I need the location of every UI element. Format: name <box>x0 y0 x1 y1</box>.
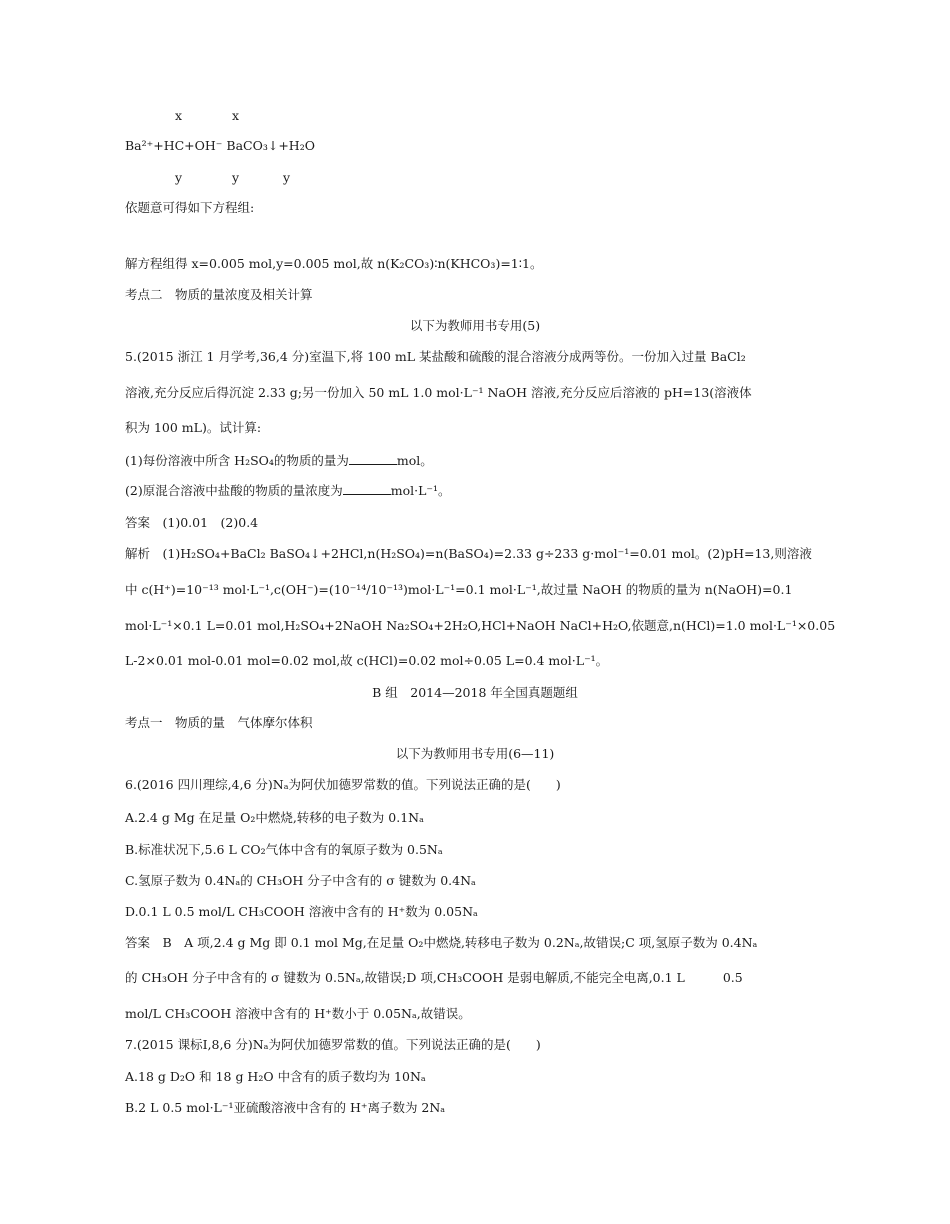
section-heading-2: 考点二 物质的量浓度及相关计算 <box>125 287 313 302</box>
part-1-unit: mol。 <box>396 453 433 468</box>
part-2-text: (2)原混合溶液中盐酸的物质的量浓度为 <box>125 483 343 498</box>
var-x-2: x <box>232 108 240 123</box>
section-heading-1: 考点一 物质的量 气体摩尔体积 <box>125 715 313 730</box>
question-7-stem: 7.(2015 课标Ⅰ,8,6 分)Nₐ为阿伏加德罗常数的值。下列说法正确的是( ) <box>125 1037 541 1052</box>
answer-blank-2 <box>343 483 391 495</box>
answer-blank-1 <box>349 453 397 465</box>
analysis-5-line-2: 中 c(H⁺)=10⁻¹³ mol·L⁻¹,c(OH⁻)=(10⁻¹⁴/10⁻¹³)mol·L⁻¹=0.1 mol·L⁻¹,故过量 NaOH 的物质的量为 n(NaOH)=0.1 <box>125 582 793 597</box>
question-5-part-1 <box>125 453 825 469</box>
answer-6-line-3: mol/L CH₃COOH 溶液中含有的 H⁺数小于 0.05Nₐ,故错误。 <box>125 1006 471 1021</box>
var-y-1: y <box>175 170 183 185</box>
answer-5: 答案 (1)0.01 (2)0.4 <box>125 515 259 530</box>
question-6-option-a: A.2.4 g Mg 在足量 O₂中燃烧,转移的电子数为 0.1Nₐ <box>125 810 424 825</box>
teacher-note-6-11: 以下为教师用书专用(6—11) <box>395 746 555 761</box>
part-2-unit: mol·L⁻¹。 <box>390 483 451 498</box>
question-5-part-2 <box>125 483 825 499</box>
analysis-5-line-3: mol·L⁻¹×0.1 L=0.01 mol,H₂SO₄+2NaOH Na₂SO₄+2H₂O,HCl+NaOH NaCl+H₂O,依题意,n(HCl)=1.0 mol·L⁻¹×0.05 <box>125 618 836 633</box>
var-x-1: x <box>175 108 183 123</box>
question-5-line-3: 积为 100 mL)。试计算: <box>125 420 262 435</box>
answer-6-line-1: 答案 B A 项,2.4 g Mg 即 0.1 mol Mg,在足量 O₂中燃烧,转移电子数为 0.2Nₐ,故错误;C 项,氢原子数为 0.4Nₐ <box>125 935 758 950</box>
var-y-3: y <box>283 170 291 185</box>
analysis-5-line-4: L-2×0.01 mol-0.01 mol=0.02 mol,故 c(HCl)=0.02 mol÷0.05 L=0.4 mol·L⁻¹。 <box>125 653 609 668</box>
part-1-text: (1)每份溶液中所含 H₂SO₄的物质的量为 <box>125 453 349 468</box>
analysis-5-line-1: 解析 (1)H₂SO₄+BaCl₂ BaSO₄↓+2HCl,n(H₂SO₄)=n(BaSO₄)=2.33 g÷233 g·mol⁻¹=0.01 mol。(2)pH=13,则溶液 <box>125 546 812 561</box>
answer-6-line-2-text: 的 CH₃OH 分子中含有的 σ 键数为 0.5Nₐ,故错误;D 项,CH₃COOH 是弱电解质,不能完全电离,0.1 L <box>125 970 685 985</box>
question-7-option-b: B.2 L 0.5 mol·L⁻¹亚硫酸溶液中含有的 H⁺离子数为 2Nₐ <box>125 1100 446 1115</box>
question-7-option-a: A.18 g D₂O 和 18 g H₂O 中含有的质子数均为 10Nₐ <box>125 1069 426 1084</box>
question-6-option-d: D.0.1 L 0.5 mol/L CH₃COOH 溶液中含有的 H⁺数为 0.05Nₐ <box>125 904 478 919</box>
equation-system-intro: 依题意可得如下方程组: <box>125 200 255 215</box>
question-5-line-1: 5.(2015 浙江 1 月学考,36,4 分)室温下,将 100 mL 某盐酸和硫酸的混合溶液分成两等份。一份加入过量 BaCl₂ <box>125 349 746 364</box>
question-5-line-2: 溶液,充分反应后得沉淀 2.33 g;另一份加入 50 mL 1.0 mol·L⁻¹ NaOH 溶液,充分反应后溶液的 pH=13(溶液体 <box>125 385 752 400</box>
group-b-heading: B 组 2014—2018 年全国真题题组 <box>372 685 578 700</box>
question-6-option-c: C.氢原子数为 0.4Nₐ的 CH₃OH 分子中含有的 σ 键数为 0.4Nₐ <box>125 873 476 888</box>
question-6-stem: 6.(2016 四川理综,4,6 分)Nₐ为阿伏加德罗常数的值。下列说法正确的是( ) <box>125 777 561 792</box>
teacher-note-5: 以下为教师用书专用(5) <box>409 318 541 333</box>
answer-6-line-2-value: 0.5 <box>722 970 743 985</box>
answer-6-line-2 <box>125 970 825 986</box>
solution-result: 解方程组得 x=0.005 mol,y=0.005 mol,故 n(K₂CO₃)∶n(KHCO₃)=1∶1。 <box>125 256 543 271</box>
question-6-option-b: B.标准状况下,5.6 L CO₂气体中含有的氧原子数为 0.5Nₐ <box>125 842 443 857</box>
reaction-equation: Ba²⁺+HC+OH⁻ BaCO₃↓+H₂O <box>125 138 315 153</box>
var-y-2: y <box>232 170 240 185</box>
